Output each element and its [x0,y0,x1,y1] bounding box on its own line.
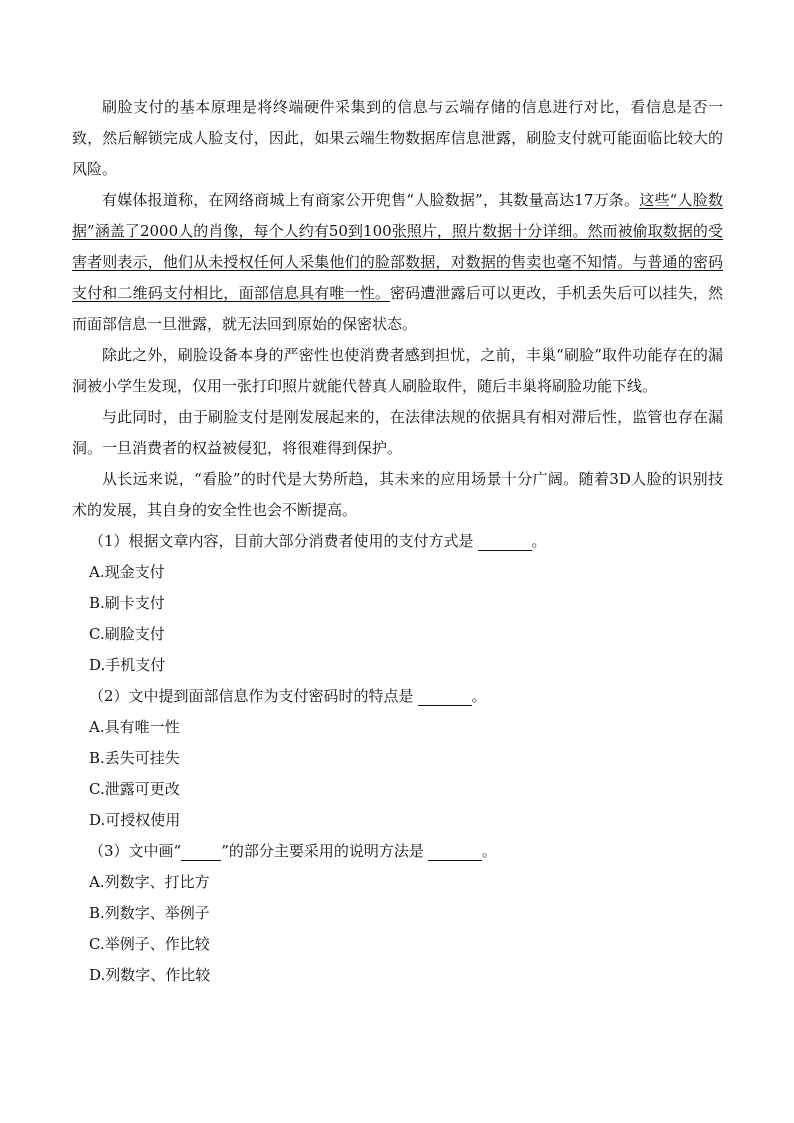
question-3-option-b[interactable]: B.列数字、举例子 [89,904,210,922]
paragraph-2-intro: 有媒体报道称，在网络商城上有商家公开兜售“人脸数据”，其数量高达17万条。 [102,191,640,209]
question-2-option-d[interactable]: D.可授权使用 [89,811,181,829]
paragraph-4: 与此同时，由于刷脸支付是刚发展起来的，在法律法规的依据具有相对滞后性，监管也存在漏洞。一旦消费者的权益被侵犯，将很难得到保护。 [72,408,723,457]
question-3 [72,836,723,867]
question-1-option-c[interactable]: C.刷脸支付 [89,625,165,643]
answer-blank-1[interactable] [478,534,532,551]
paragraph-1: 刷脸支付的基本原理是将终端硬件采集到的信息与云端存储的信息进行对比，看信息是否一致，然后解锁完成人脸支付，因此，如果云端生物数据库信息泄露，刷脸支付就可能面临比较大的风险。 [72,98,723,178]
question-3-end: 。 [481,842,497,860]
question-2 [72,681,723,712]
question-3-option-c[interactable]: C.举例子、作比较 [89,935,210,953]
question-1-option-b[interactable]: B.刷卡支付 [89,594,165,612]
question-2-end: 。 [471,687,487,705]
question-2-option-a[interactable]: A.具有唯一性 [89,718,180,736]
paragraph-2 [72,185,723,340]
paragraph-2-tail: 密码遭泄露后可以更改，手机丢失后可以挂失，然而面部信息一旦泄露，就无法回到原始的保密状态。 [72,284,723,333]
question-1-stem: （1）根据文章内容，目前大部分消费者使用的支付方式是 [89,532,474,550]
underline-marker-blank [181,844,221,861]
question-2-stem: （2）文中提到面部信息作为支付密码时的特点是 [89,687,414,705]
question-1 [72,526,723,557]
question-1-end: 。 [531,532,547,550]
question-3-option-a[interactable]: A.列数字、打比方 [89,873,210,891]
question-3-stem-mid: ”的部分主要采用的说明方法是 [221,842,424,860]
document-page [72,92,723,991]
answer-blank-3[interactable] [428,844,482,861]
underlined-passage: 这些“人脸数据”涵盖了2000人的肖像，每个人约有50到100张照片，照片数据十分详细。然而被偷取数据的受害者则表示，他们从未授权任何人采集他们的脸部数据，对数据的售卖也毫不知情。与普通的密码支付和二维码支付相比，面部信息具有唯一性。 [72,191,723,302]
question-1-option-a[interactable]: A.现金支付 [89,563,165,581]
question-1-option-d[interactable]: D.手机支付 [89,656,166,674]
question-3-stem-start: （3）文中画“ [89,842,182,860]
paragraph-5: 从长远来说，“看脸”的时代是大势所趋，其未来的应用场景十分广阔。随着3D人脸的识别技术的发展，其自身的安全性也会不断提高。 [72,470,723,519]
paragraph-3: 除此之外，刷脸设备本身的严密性也使消费者感到担忧，之前，丰巢“刷脸”取件功能存在的漏洞被小学生发现，仅用一张打印照片就能代替真人刷脸取件，随后丰巢将刷脸功能下线。 [72,346,723,395]
answer-blank-2[interactable] [418,689,472,706]
question-2-option-b[interactable]: B.丢失可挂失 [89,749,180,767]
question-2-option-c[interactable]: C.泄露可更改 [89,780,180,798]
question-3-option-d[interactable]: D.列数字、作比较 [89,966,211,984]
